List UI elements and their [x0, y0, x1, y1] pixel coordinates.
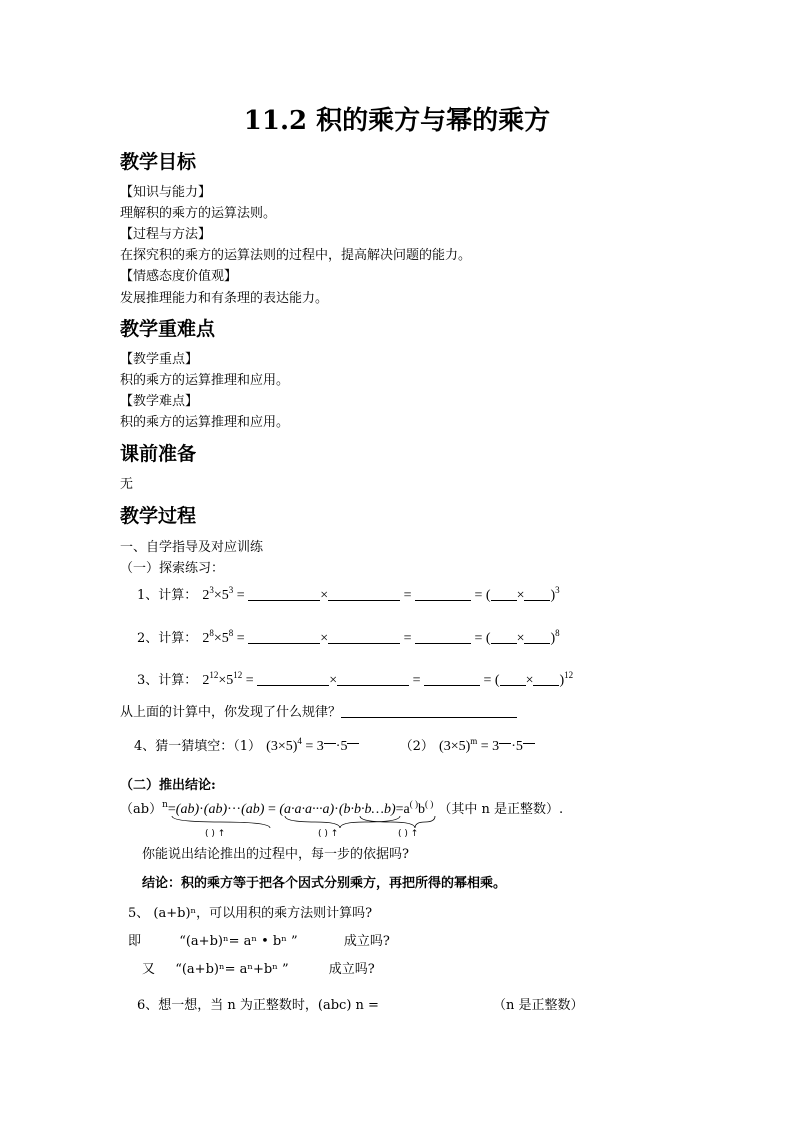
calc-num: 1、 [137, 588, 159, 603]
hard-text: 积的乘方的运算推理和应用。 [120, 415, 290, 430]
sub2-label: （二）推出结论: [120, 778, 216, 793]
derivation-braces [170, 814, 440, 838]
keypoints-heading: 教学重难点 [120, 318, 216, 340]
preparation-heading: 课前准备 [120, 443, 197, 465]
svg-text:( ) ↑: ( ) ↑ [318, 829, 339, 838]
q5a: 即 “(a+b)ⁿ= aⁿ • bⁿ ” 成立吗? [128, 934, 390, 949]
svg-text:( ) ↑: ( ) ↑ [205, 829, 226, 838]
q5: 5、 (a+b)ⁿ，可以用积的乘方法则计算吗? [128, 906, 373, 921]
sub1-label: （一）探索练习： [120, 561, 225, 576]
knowledge-label: 【知识与能力】 [120, 185, 212, 200]
calc-expr: $2^3\times 5^3$ = × = = ( × )$^3$ [202, 585, 560, 603]
guess-expr-1: $(3\times 5)^4 = 3 \cdot 5$ [266, 739, 359, 754]
key-text: 积的乘方的运算推理和应用。 [120, 373, 290, 388]
process-label: 【过程与方法】 [120, 227, 212, 242]
calc-num: 3、 [137, 673, 159, 688]
conclusion: 结论：积的乘方等于把各个因式分别乘方，再把所得的幂相乘。 [142, 876, 507, 891]
calc-label: 计算： [158, 631, 198, 646]
preparation-text: 无 [120, 477, 134, 492]
knowledge-text: 理解积的乘方的运算法则。 [120, 206, 277, 221]
calc-expr: $2^8\times 5^8$ = × = = ( × )$^8$ [202, 628, 560, 646]
answer-blank[interactable] [341, 705, 517, 718]
hard-label: 【教学难点】 [120, 394, 199, 409]
q6-tail: （n 是正整数） [493, 998, 584, 1013]
calc-item-2 [137, 627, 560, 647]
svg-text:( ) ↑: ( ) ↑ [398, 829, 419, 838]
process-heading: 教学过程 [120, 505, 197, 527]
calc-label: 计算： [158, 673, 198, 688]
calc-expr: $2^{12}\times 5^{12}$ = × = = ( × )$^{12}$ [202, 670, 574, 688]
calc-num: 2、 [137, 631, 159, 646]
key-label: 【教学重点】 [120, 352, 199, 367]
q6: 6、想一想，当 n 为正整数时，(abc) n = [137, 998, 379, 1013]
derive-ask: 你能说出结论推出的过程中，每一步的依据吗? [142, 847, 409, 862]
q5b: 又 “(a+b)ⁿ= aⁿ+bⁿ ” 成立吗? [142, 962, 375, 977]
objectives-heading: 教学目标 [120, 151, 197, 173]
calc-label: 计算： [158, 588, 198, 603]
emotion-label: 【情感态度价值观】 [120, 269, 238, 284]
derivation: （ab）$^n$=(ab)·(ab)···(ab) = (a·a·a···a)·(b·b·b…b)=a( )b( ) （其中 n 是正整数）. [120, 799, 564, 817]
calc-item-1 [137, 584, 560, 604]
page-title: 11.2 积的乘方与幂的乘方 [243, 106, 551, 136]
process-text: 在探究积的乘方的运算法则的过程中，提高解决问题的能力。 [120, 248, 472, 263]
guess-expr-2: $(3\times 5)^m = 3 \cdot 5$ [439, 739, 535, 754]
pattern-question: 从上面的计算中，你发现了什么规律？ [120, 701, 517, 720]
emotion-text: 发展推理能力和有条理的表达能力。 [120, 291, 329, 306]
section1-label: 一、自学指导及对应训练 [120, 540, 264, 555]
guess-item: 4、猜一猜填空：（1） $(3\times 5)^4 = 3 \cdot 5$ （2） $(3\times 5)^m = 3 \cdot 5$ [134, 735, 535, 755]
calc-item-3 [137, 669, 573, 689]
